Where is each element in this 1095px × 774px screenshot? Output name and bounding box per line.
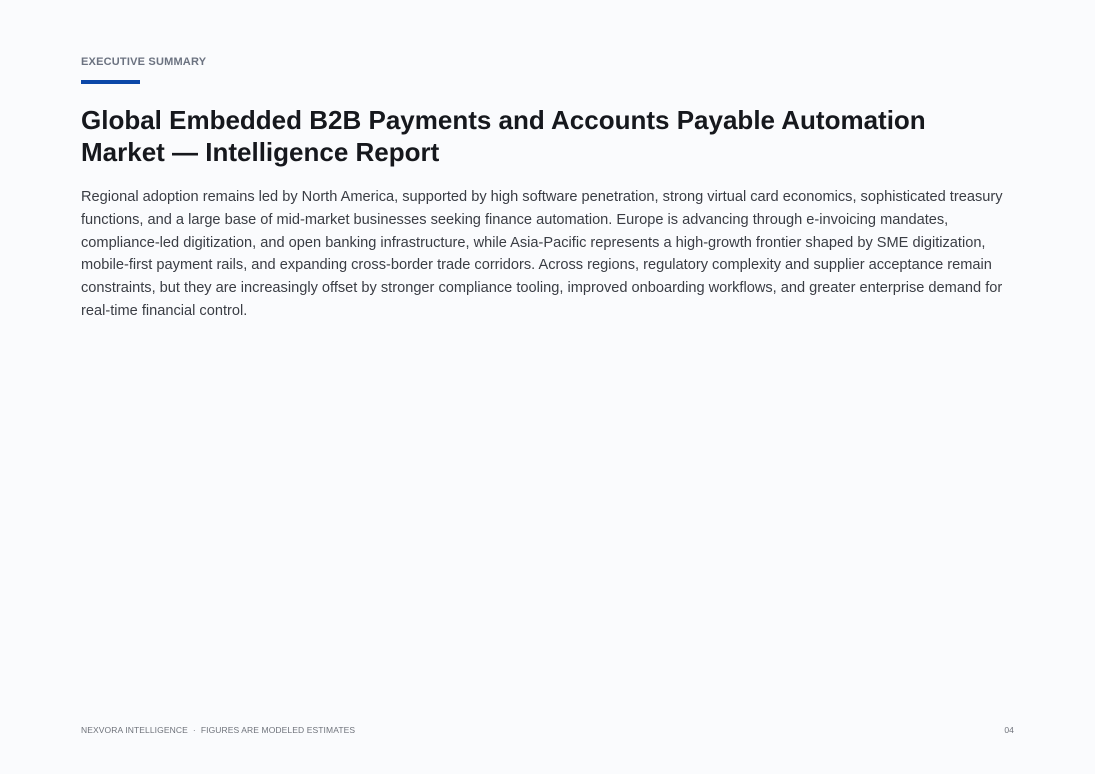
footer-left [81,725,355,735]
report-title: Global Embedded B2B Payments and Accounts Payable Automation Market — Intelligence Report [81,105,926,167]
footer-separator: · [192,725,196,735]
accent-bar [81,80,140,84]
summary-paragraph: Regional adoption remains led by North America, supported by high software penetration, strong virtual card economics, sophisticated treasury functions, and a large base of mid-market businesses seeking finance automation. Europe is advancing through e-invoicing mandates, compliance-led digitization, and open banking infrastructure, while Asia-Pacific represents a high-growth frontier shaped by SME digitization, mobile-first payment rails, and expanding cross-border trade corridors. Across regions, regulatory complexity and supplier acceptance remain constraints, but they are increasingly offset by stronger compliance tooling, improved onboarding workflows, and greater enterprise demand for real-time financial control. [81,189,1003,319]
page-number: 04 [1004,725,1014,735]
footer-note: FIGURES ARE MODELED ESTIMATES [200,725,356,735]
section-label: EXECUTIVE SUMMARY [81,56,207,68]
footer-brand: NEXVORA INTELLIGENCE [81,725,188,735]
page-footer [81,725,1014,735]
report-page [81,0,1016,774]
